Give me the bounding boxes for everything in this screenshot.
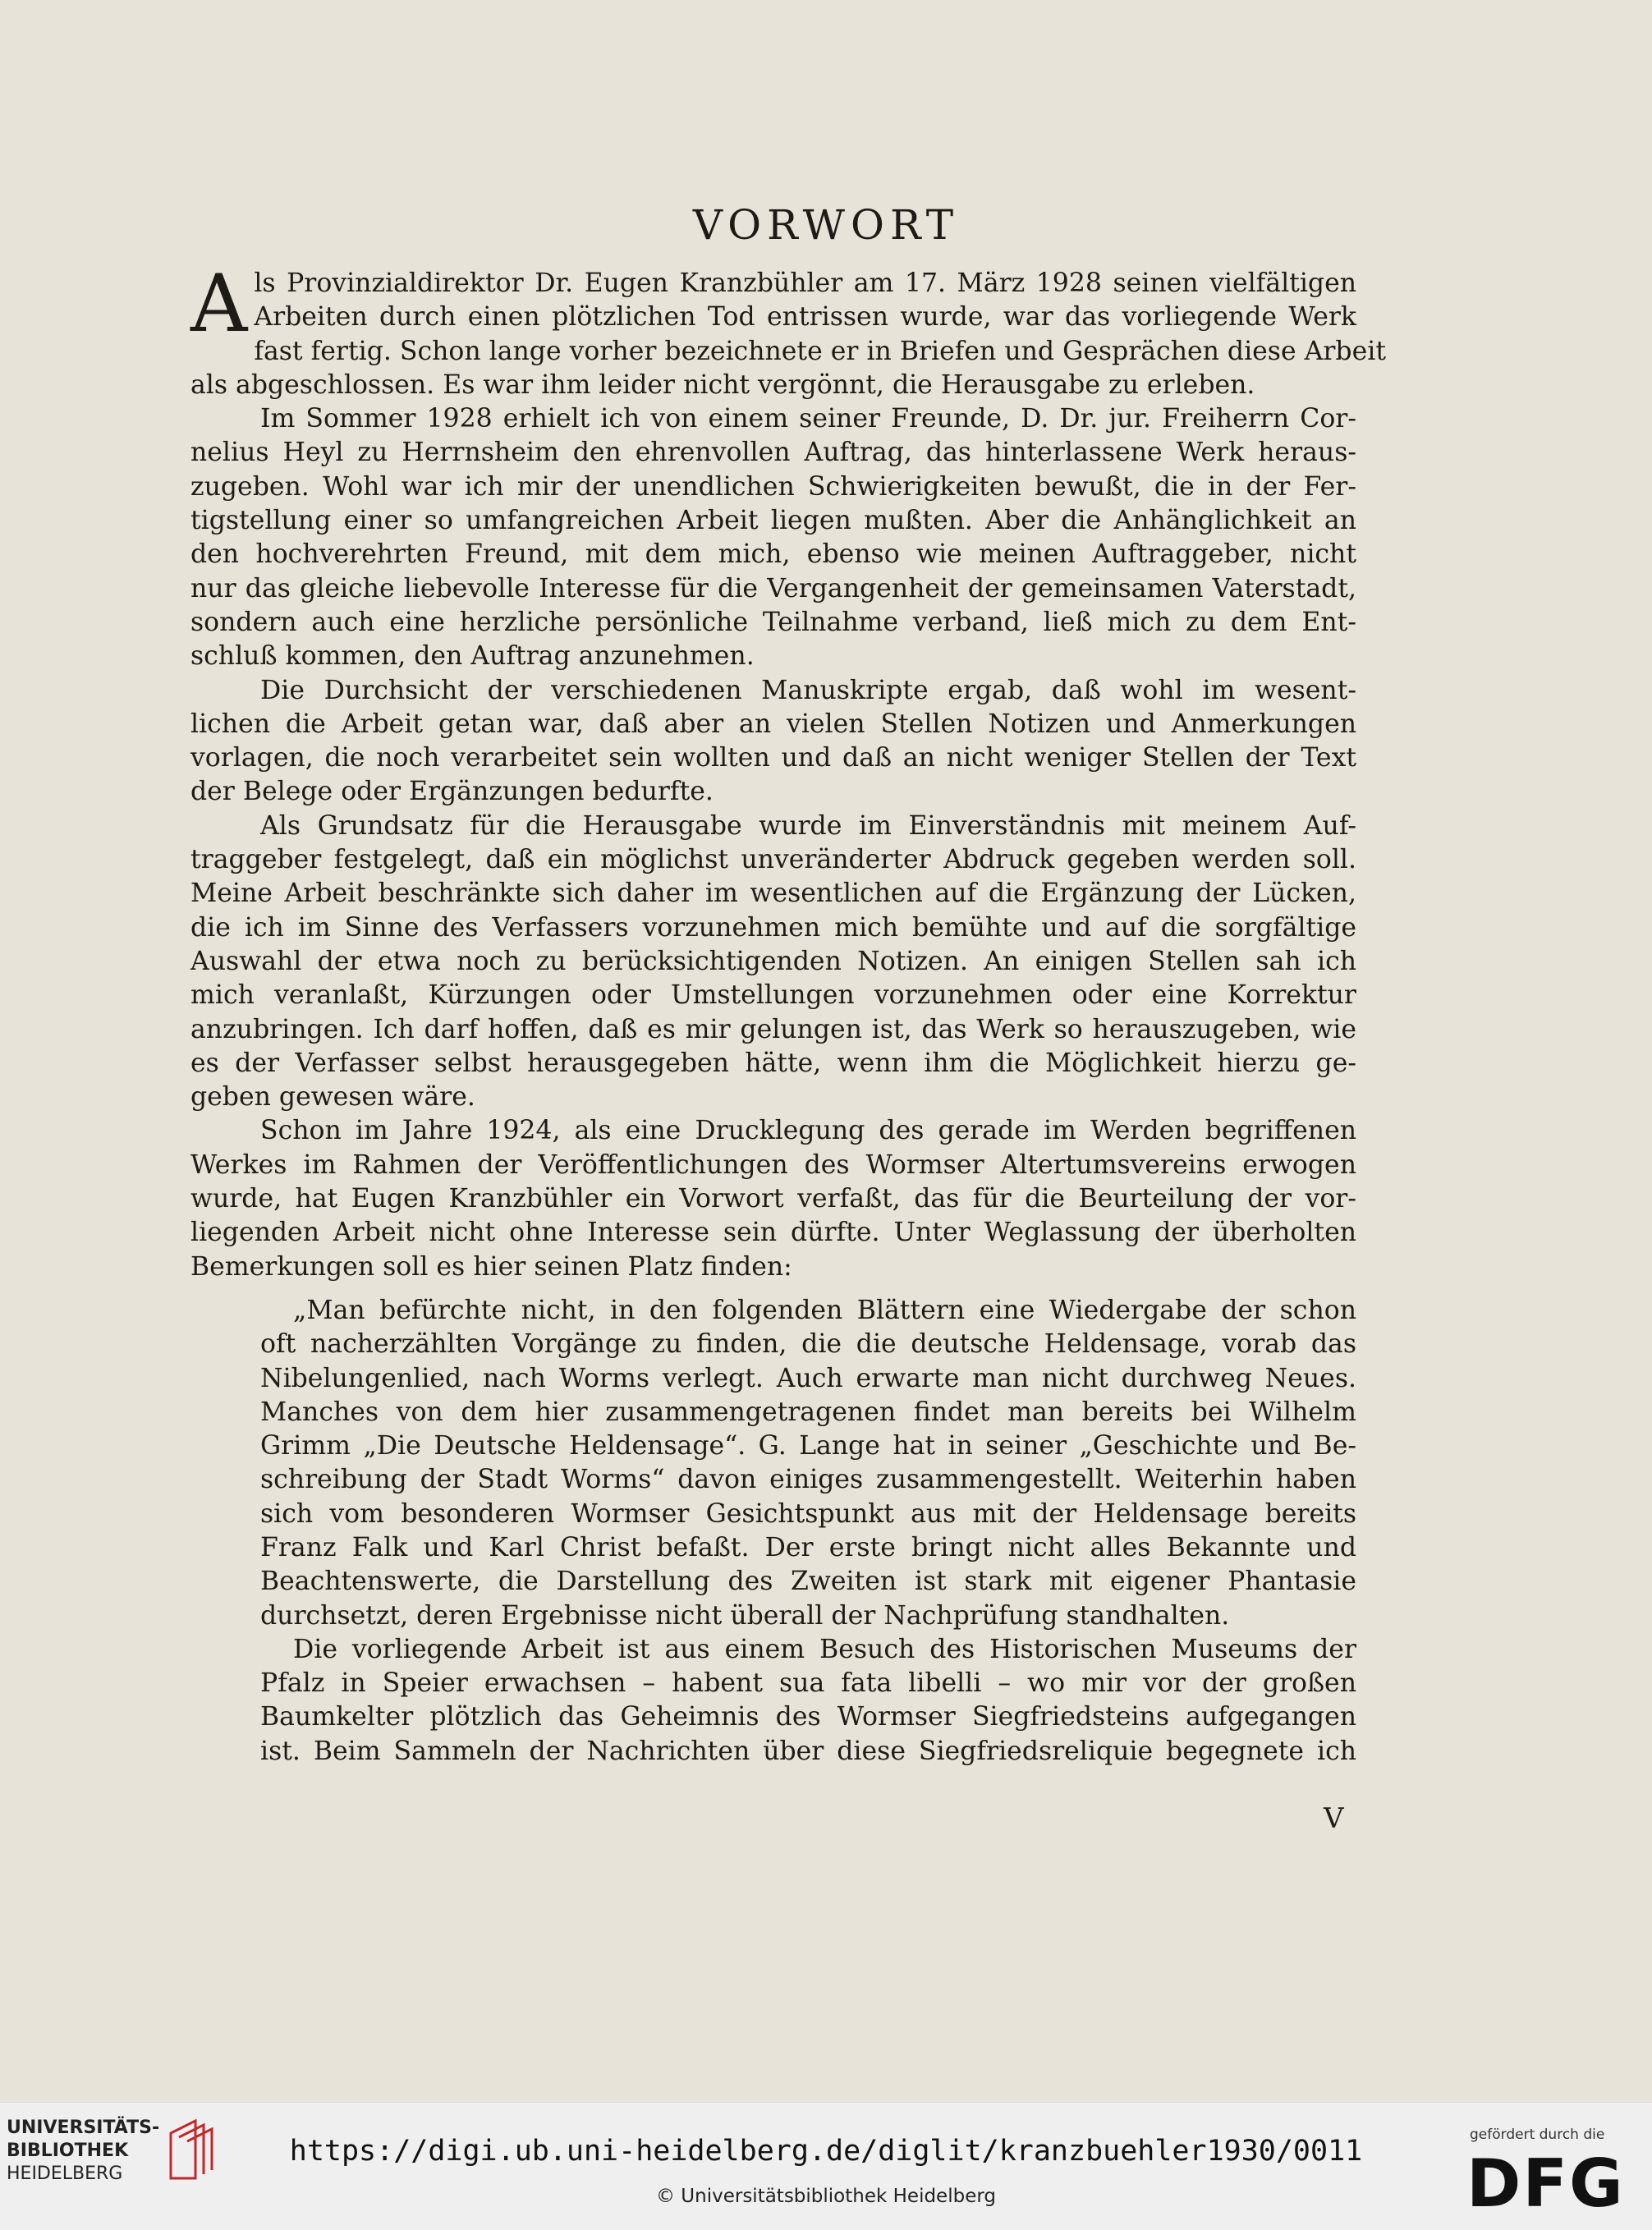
text-line: liegenden Arbeit nicht ohne Interesse sein dürfte. Unter Weglassung der überholten: [190, 1218, 1356, 1248]
text-line: vorlagen, die noch verarbeitet sein wollten und daß an nicht weniger Stellen der Text: [190, 743, 1356, 773]
page-title: VORWORT: [692, 201, 960, 249]
quote-line: Manches von dem hier zusammengetragenen findet man bereits bei Wilhelm: [260, 1397, 1356, 1427]
text-line: wurde, hat Eugen Kranzbühler ein Vorwort verfaßt, das für die Beurteilung der vor-: [190, 1184, 1356, 1214]
quote-line: durchsetzt, deren Ergebnisse nicht überall der Nachprüfung standhalten.: [260, 1600, 1230, 1631]
text-line: anzubringen. Ich darf hoffen, daß es mir gelungen ist, das Werk so herauszugeben, wie: [190, 1014, 1356, 1044]
text-line: fast fertig. Schon lange vorher bezeichnete er in Briefen und Gesprächen diese Arbeit: [254, 336, 1386, 366]
text-line: geben gewesen wäre.: [190, 1082, 475, 1113]
text-line: ls Provinzialdirektor Dr. Eugen Kranzbühler am 17. März 1928 seinen vielfältigen: [254, 268, 1356, 298]
library-name-line1: UNIVERSITÄTS-: [7, 2118, 160, 2138]
dfg-logo: DFG: [1466, 2145, 1625, 2222]
text-line: Schon im Jahre 1924, als eine Drucklegung des gerade im Werden begriffenen: [260, 1116, 1356, 1146]
quote-line: „Man befürchte nicht, in den folgenden Blättern eine Wiedergabe der schon: [293, 1295, 1356, 1325]
copyright-notice: © Universitätsbibliothek Heidelberg: [655, 2186, 996, 2207]
library-name-line2: BIBLIOTHEK: [7, 2141, 129, 2161]
text-line: Auswahl der etwa noch zu berücksichtigenden Notizen. An einigen Stellen sah ich: [190, 946, 1356, 976]
text-line: der Belege oder Ergänzungen bedurfte.: [190, 777, 714, 807]
text-line: zugeben. Wohl war ich mir der unendlichen Schwierigkeiten bewußt, die in der Fer-: [190, 471, 1356, 502]
quote-line: Baumkelter plötzlich das Geheimnis des Wormser Siegfriedsteins aufgegangen: [260, 1702, 1356, 1732]
text-line: sondern auch eine herzliche persönliche Teilnahme verband, ließ mich zu dem Ent-: [190, 607, 1356, 637]
quote-line: sich vom besonderen Wormser Gesichtspunkt aus mit der Heldensage bereits: [260, 1498, 1356, 1529]
text-line: als abgeschlossen. Es war ihm leider nicht vergönnt, die Herausgabe zu erleben.: [190, 369, 1255, 400]
text-line: nelius Heyl zu Herrnsheim den ehrenvollen Auftrag, das hinterlassene Werk heraus-: [190, 438, 1356, 468]
text-line: Im Sommer 1928 erhielt ich von einem seiner Freunde, D. Dr. jur. Freiherrn Cor-: [260, 404, 1356, 434]
text-line: die ich im Sinne des Verfassers vorzunehmen mich bemühte und auf die sorgfältige: [190, 912, 1356, 943]
text-line: Die Durchsicht der verschiedenen Manuskripte ergab, daß wohl im wesent-: [260, 675, 1356, 705]
quote-line: Pfalz in Speier erwachsen – habent sua fata libelli – wo mir vor der großen: [260, 1668, 1356, 1699]
text-line: Als Grundsatz für die Herausgabe wurde im Einverständnis mit meinem Auf-: [260, 810, 1356, 841]
quote-line: Nibelungenlied, nach Worms verlegt. Auch erwarte man nicht durchweg Neues.: [260, 1363, 1356, 1393]
text-line: den hochverehrten Freund, mit dem mich, ebenso wie meinen Auftraggeber, nicht: [190, 539, 1356, 570]
funding-label: gefördert durch die: [1470, 2127, 1605, 2143]
page-number: V: [1324, 1802, 1344, 1835]
quote-line: schreibung der Stadt Worms“ davon einiges zusammengestellt. Weiterhin haben: [260, 1465, 1356, 1495]
quote-line: ist. Beim Sammeln der Nachrichten über diese Siegfriedsreliquie begegnete ich: [260, 1736, 1356, 1766]
text-line: lichen die Arbeit getan war, daß aber an vielen Stellen Notizen und Anmerkungen: [190, 709, 1356, 739]
body-text: [190, 258, 1386, 1769]
text-line: es der Verfasser selbst herausgegeben hätte, wenn ihm die Möglichkeit hierzu ge-: [190, 1048, 1356, 1078]
text-line: tigstellung einer so umfangreichen Arbeit liegen mußten. Aber die Anhänglichkeit an: [190, 506, 1356, 536]
quote-line: Franz Falk und Karl Christ befaßt. Der erste bringt nicht alles Bekannte und: [260, 1532, 1356, 1562]
quote-line: Die vorliegende Arbeit ist aus einem Besuch des Historischen Museums der: [293, 1634, 1356, 1664]
quote-line: Beachtenswerte, die Darstellung des Zweiten ist stark mit eigener Phantasie: [260, 1567, 1356, 1597]
text-line: Bemerkungen soll es hier seinen Platz finden:: [190, 1251, 792, 1282]
text-line: Werkes im Rahmen der Veröffentlichungen des Wormser Altertumsvereins erwogen: [190, 1149, 1356, 1180]
text-line: Arbeiten durch einen plötzlichen Tod entrissen wurde, war das vorliegende Werk: [254, 302, 1356, 333]
quote-line: oft nacherzählten Vorgänge zu finden, die die deutsche Heldensage, vorab das: [260, 1329, 1356, 1360]
text-line: traggeber festgelegt, daß ein möglichst unveränderter Abdruck gegeben werden soll.: [190, 845, 1356, 875]
text-line: schluß kommen, den Auftrag anzunehmen.: [190, 641, 755, 672]
quote-line: Grimm „Die Deutsche Heldensage“. G. Lange hat in seiner „Geschichte und Be-: [260, 1431, 1356, 1461]
drop-cap: A: [190, 258, 248, 350]
library-name-line3: HEIDELBERG: [7, 2163, 123, 2184]
permalink-url[interactable]: https://digi.ub.uni-heidelberg.de/diglit/kranzbuehler1930/0011: [289, 2135, 1363, 2168]
text-line: nur das gleiche liebevolle Interesse für die Vergangenheit der gemeinsamen Vaterstadt,: [190, 573, 1356, 603]
text-line: Meine Arbeit beschränkte sich daher im wesentlichen auf die Ergänzung der Lücken,: [190, 879, 1356, 909]
text-line: mich veranlaßt, Kürzungen oder Umstellungen vorzunehmen oder eine Korrektur: [190, 980, 1356, 1011]
